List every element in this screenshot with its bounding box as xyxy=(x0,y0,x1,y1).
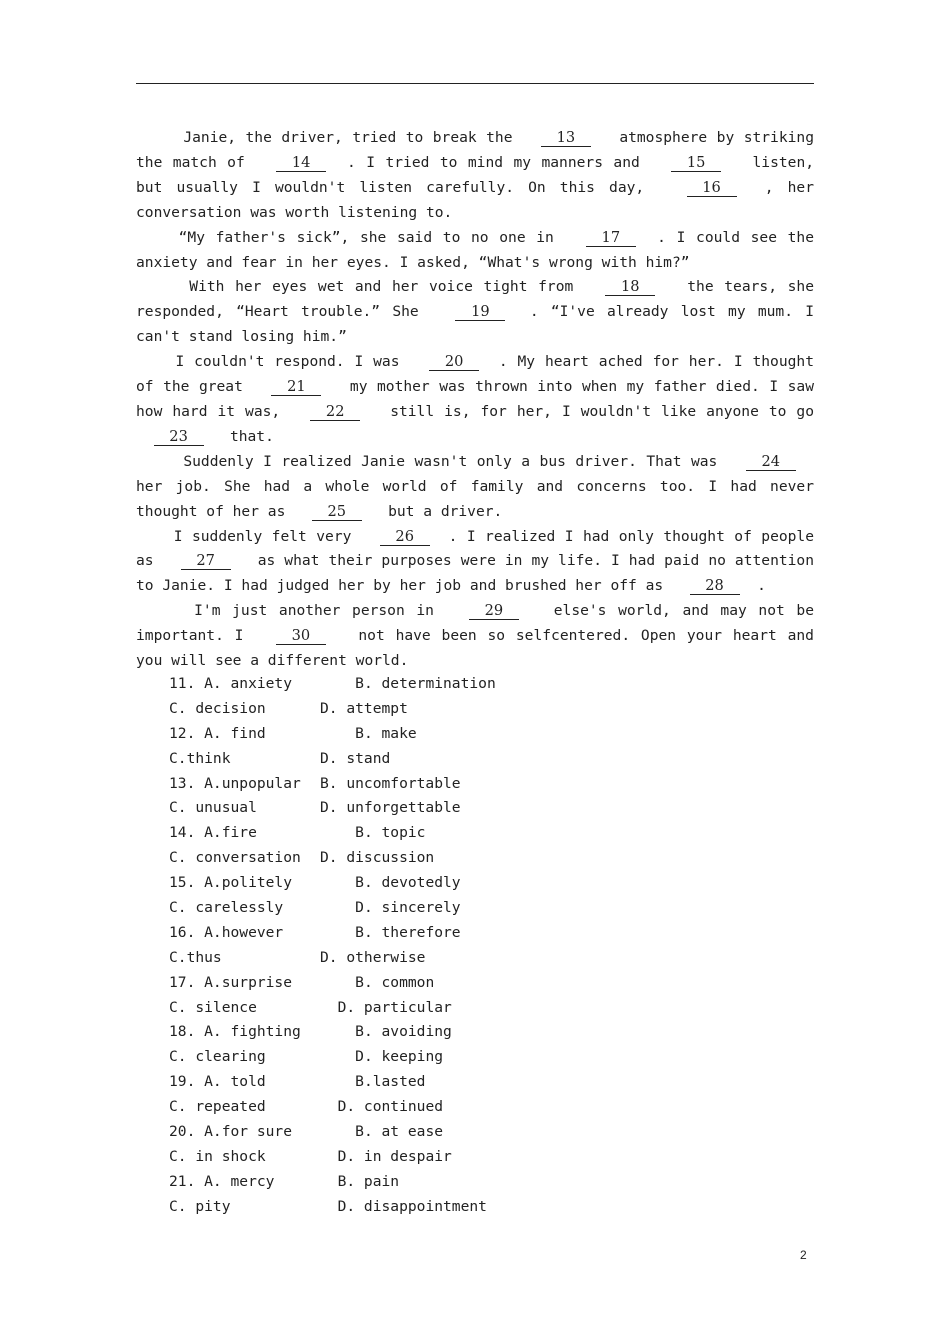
passage-text: my mother was thrown into when my father died. I saw how hard it was, xyxy=(136,378,814,420)
blank-13: 13 xyxy=(541,129,591,147)
option-spacer xyxy=(320,1195,338,1220)
passage-text: still is, for her, I wouldn't like anyone to go xyxy=(380,402,815,420)
option-left: C.think xyxy=(169,749,231,767)
option-row xyxy=(169,722,496,747)
option-row xyxy=(169,1095,496,1120)
option-right: B. common xyxy=(355,973,435,991)
passage-text: atmosphere by striking the match of xyxy=(136,129,814,171)
option-right: D. in despair xyxy=(337,1147,452,1165)
passage-text: With her eyes wet and her voice tight from xyxy=(136,278,584,296)
option-row xyxy=(169,1045,496,1070)
option-left: C. in shock xyxy=(169,1147,266,1165)
passage-text: I suddenly felt very xyxy=(136,527,361,545)
option-right: D. continued xyxy=(337,1098,444,1116)
passage-text: I'm just another person in xyxy=(136,602,446,620)
blank-20: 20 xyxy=(429,353,479,371)
option-spacer xyxy=(320,821,355,846)
passage-paragraph xyxy=(136,350,814,450)
option-row xyxy=(169,697,496,722)
passage-text: I couldn't respond. I was xyxy=(136,353,410,371)
cloze-passage xyxy=(136,126,814,674)
option-left: C. unusual xyxy=(169,799,257,817)
blank-30: 30 xyxy=(276,627,326,645)
blank-16: 16 xyxy=(687,179,737,197)
option-right: D. discussion xyxy=(320,849,435,867)
passage-text: . I tried to mind my manners and xyxy=(347,153,651,171)
passage-paragraph xyxy=(136,226,814,276)
option-row xyxy=(169,1120,496,1145)
passage-text: not have been so selfcentered. Open your heart and you will see a different world. xyxy=(136,627,814,670)
passage-text: as what their purposes were in my life. I had paid no attention to Janie. I had judged her by her job and brushed her off as xyxy=(136,552,815,595)
passage-text: but a driver. xyxy=(379,502,503,520)
option-left: C. conversation xyxy=(169,849,301,867)
option-left: 18. A. fighting xyxy=(169,1023,301,1041)
option-spacer xyxy=(320,896,355,921)
passage-text: . I realized I had only thought of people as xyxy=(136,527,815,570)
passage-text: listen, but usually I wouldn't listen carefully. On this day, xyxy=(136,153,815,196)
passage-paragraph xyxy=(136,126,814,226)
option-row xyxy=(169,946,496,971)
option-row xyxy=(169,772,496,797)
blank-19: 19 xyxy=(455,303,505,321)
blank-22: 22 xyxy=(310,403,360,421)
option-left: 19. A. told xyxy=(169,1073,266,1091)
option-right: D. keeping xyxy=(355,1048,444,1066)
option-row xyxy=(169,1170,496,1195)
option-spacer xyxy=(320,672,355,697)
option-left: C. repeated xyxy=(169,1098,266,1116)
option-left: C. carelessly xyxy=(169,899,284,917)
blank-21: 21 xyxy=(271,378,321,396)
passage-text: . “I've already lost my mum. I can't stand losing him.” xyxy=(136,303,815,346)
option-right: D. sincerely xyxy=(355,899,461,917)
option-spacer xyxy=(320,996,338,1021)
option-right: D. particular xyxy=(337,998,452,1016)
option-right: B. topic xyxy=(355,824,426,842)
option-right: B.lasted xyxy=(355,1073,426,1091)
option-row xyxy=(169,1070,496,1095)
blank-23: 23 xyxy=(154,428,204,446)
blank-17: 17 xyxy=(586,229,636,247)
option-left: 16. A.however xyxy=(169,923,284,941)
option-right: B. at ease xyxy=(355,1123,444,1141)
option-row xyxy=(169,971,496,996)
passage-paragraph xyxy=(136,525,814,600)
option-row xyxy=(169,896,496,921)
header-rule xyxy=(136,83,814,84)
blank-29: 29 xyxy=(469,602,519,620)
option-spacer xyxy=(320,1120,355,1145)
option-right: D. attempt xyxy=(320,699,408,717)
option-spacer xyxy=(320,921,355,946)
passage-text: that. xyxy=(221,427,274,445)
option-spacer xyxy=(320,871,355,896)
passage-paragraph xyxy=(136,599,814,674)
option-right: B. determination xyxy=(355,675,496,692)
option-spacer xyxy=(320,1145,338,1170)
option-left: C. clearing xyxy=(169,1048,266,1066)
option-right: B. uncomfortable xyxy=(320,774,461,792)
page-number: 2 xyxy=(800,1248,807,1262)
option-spacer xyxy=(320,1095,338,1120)
option-right: D. otherwise xyxy=(320,948,426,966)
passage-paragraph xyxy=(136,275,814,350)
option-row xyxy=(169,672,496,697)
option-spacer xyxy=(320,1170,338,1195)
passage-text: . I could see the anxiety and fear in her eyes. I asked, “What's wrong with him?” xyxy=(136,228,815,271)
option-left: C. decision xyxy=(169,699,266,717)
passage-text: . My heart ached for her. I thought of the great xyxy=(136,353,814,396)
passage-text: “My father's sick”, she said to no one in xyxy=(136,228,565,246)
option-right: B. therefore xyxy=(355,923,461,941)
passage-paragraph xyxy=(136,450,814,525)
option-left: 21. A. mercy xyxy=(169,1172,275,1190)
option-row xyxy=(169,747,496,772)
option-right: D. unforgettable xyxy=(320,799,461,817)
blank-25: 25 xyxy=(312,503,362,521)
option-left: 15. A.politely xyxy=(169,874,293,892)
option-row xyxy=(169,871,496,896)
option-left: 13. A.unpopular xyxy=(169,774,301,792)
option-row xyxy=(169,1195,496,1220)
option-right: B. make xyxy=(355,724,417,742)
blank-14: 14 xyxy=(276,154,326,172)
option-right: B. avoiding xyxy=(355,1023,452,1041)
option-left: 11. A. anxiety xyxy=(169,675,293,692)
option-left: 17. A.surprise xyxy=(169,973,293,991)
option-right: D. disappointment xyxy=(337,1197,487,1215)
passage-text: Janie, the driver, tried to break the xyxy=(136,129,522,146)
option-right: D. stand xyxy=(320,749,391,767)
option-left: 14. A.fire xyxy=(169,824,257,842)
option-left: C. silence xyxy=(169,998,257,1016)
passage-text: . xyxy=(757,577,766,595)
option-row xyxy=(169,821,496,846)
option-spacer xyxy=(320,1070,355,1095)
passage-text: her job. She had a whole world of family and concerns too. I had never thought of her as xyxy=(136,477,814,520)
option-left: C.thus xyxy=(169,948,222,966)
option-right: B. devotedly xyxy=(355,874,461,892)
passage-text: else's world, and may not be important. I xyxy=(136,602,814,645)
answer-options xyxy=(169,672,496,1220)
option-row xyxy=(169,796,496,821)
blank-26: 26 xyxy=(380,528,430,546)
option-spacer xyxy=(320,971,355,996)
blank-24: 24 xyxy=(746,453,796,471)
option-left: 12. A. find xyxy=(169,724,266,742)
option-row xyxy=(169,921,496,946)
option-row xyxy=(169,996,496,1021)
option-spacer xyxy=(320,1020,355,1045)
option-spacer xyxy=(320,722,355,747)
option-spacer xyxy=(320,1045,355,1070)
passage-text: the tears, she responded, “Heart trouble.” She xyxy=(136,278,815,321)
blank-18: 18 xyxy=(605,278,655,296)
blank-15: 15 xyxy=(671,154,721,172)
passage-text: , her conversation was worth listening to. xyxy=(136,178,814,221)
blank-27: 27 xyxy=(181,552,231,570)
option-row xyxy=(169,1145,496,1170)
option-left: C. pity xyxy=(169,1197,231,1215)
option-left: 20. A.for sure xyxy=(169,1123,293,1141)
option-row xyxy=(169,1020,496,1045)
option-row xyxy=(169,846,496,871)
blank-28: 28 xyxy=(690,577,740,595)
option-right: B. pain xyxy=(337,1172,400,1190)
passage-text: Suddenly I realized Janie wasn't only a bus driver. That was xyxy=(136,452,727,470)
